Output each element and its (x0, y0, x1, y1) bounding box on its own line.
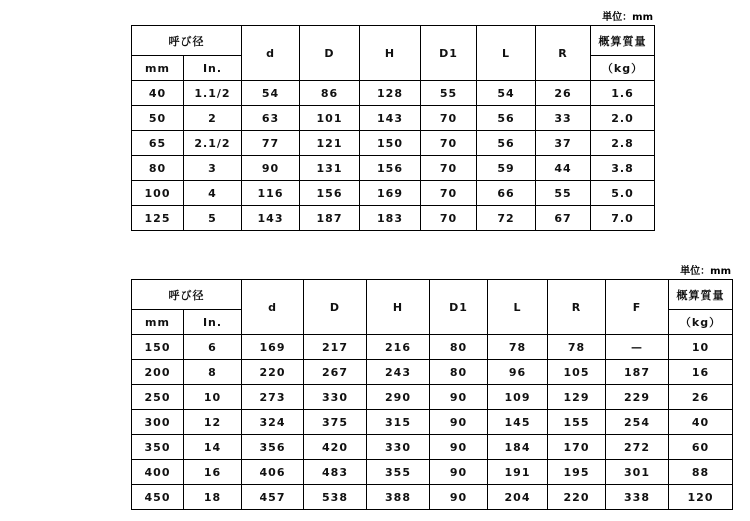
cell-inch: 12 (184, 410, 242, 435)
cell-L: 54 (477, 81, 536, 106)
cell-mm: 400 (132, 460, 184, 485)
table-2-section (131, 262, 733, 510)
cell-D1: 90 (430, 410, 488, 435)
cell-inch: 14 (184, 435, 242, 460)
cell-D1: 80 (430, 335, 488, 360)
cell-D1: 80 (430, 360, 488, 385)
header-D1: D1 (430, 280, 488, 335)
cell-H: 290 (367, 385, 430, 410)
cell-L: 59 (477, 156, 536, 181)
cell-inch: 8 (184, 360, 242, 385)
cell-mm: 80 (132, 156, 184, 181)
cell-D1: 70 (421, 131, 477, 156)
header-L: L (488, 280, 548, 335)
cell-mass: 1.6 (591, 81, 655, 106)
cell-H: 156 (360, 156, 421, 181)
cell-mm: 300 (132, 410, 184, 435)
cell-F: — (606, 335, 669, 360)
cell-H: 128 (360, 81, 421, 106)
cell-mass: 2.8 (591, 131, 655, 156)
cell-R: 155 (548, 410, 606, 435)
cell-mm: 40 (132, 81, 184, 106)
cell-d: 273 (242, 385, 304, 410)
cell-d: 457 (242, 485, 304, 510)
cell-L: 56 (477, 131, 536, 156)
cell-d: 77 (242, 131, 300, 156)
header-d: d (242, 280, 304, 335)
cell-D1: 90 (430, 460, 488, 485)
header-mm: mm (132, 56, 184, 81)
header-H: H (360, 26, 421, 81)
table-row (132, 435, 733, 460)
cell-inch: 16 (184, 460, 242, 485)
cell-L: 145 (488, 410, 548, 435)
cell-H: 183 (360, 206, 421, 231)
cell-inch: 4 (184, 181, 242, 206)
cell-H: 143 (360, 106, 421, 131)
header-nominal-diameter: 呼び径 (132, 280, 242, 310)
cell-d: 406 (242, 460, 304, 485)
header-kg: （kg） (669, 310, 733, 335)
cell-R: 170 (548, 435, 606, 460)
cell-d: 356 (242, 435, 304, 460)
cell-H: 243 (367, 360, 430, 385)
cell-D: 267 (304, 360, 367, 385)
table-row (132, 410, 733, 435)
cell-F: 338 (606, 485, 669, 510)
header-inch: In. (184, 56, 242, 81)
cell-inch: 18 (184, 485, 242, 510)
cell-D: 187 (300, 206, 360, 231)
cell-inch: 1.1/2 (184, 81, 242, 106)
cell-L: 96 (488, 360, 548, 385)
cell-L: 66 (477, 181, 536, 206)
cell-mm: 200 (132, 360, 184, 385)
unit-note-2: 単位：mm (680, 266, 731, 277)
cell-D: 375 (304, 410, 367, 435)
cell-L: 78 (488, 335, 548, 360)
table-row (132, 156, 655, 181)
cell-inch: 10 (184, 385, 242, 410)
cell-mass: 7.0 (591, 206, 655, 231)
table-row (132, 181, 655, 206)
cell-mass: 88 (669, 460, 733, 485)
table-row (132, 206, 655, 231)
cell-mm: 350 (132, 435, 184, 460)
cell-R: 55 (536, 181, 591, 206)
cell-R: 129 (548, 385, 606, 410)
cell-D: 483 (304, 460, 367, 485)
cell-L: 204 (488, 485, 548, 510)
cell-D: 101 (300, 106, 360, 131)
cell-L: 72 (477, 206, 536, 231)
cell-mm: 50 (132, 106, 184, 131)
cell-mm: 150 (132, 335, 184, 360)
cell-mm: 450 (132, 485, 184, 510)
table-row (132, 131, 655, 156)
cell-mm: 250 (132, 385, 184, 410)
cell-D: 156 (300, 181, 360, 206)
cell-F: 254 (606, 410, 669, 435)
cell-L: 184 (488, 435, 548, 460)
header-inch: In. (184, 310, 242, 335)
cell-d: 54 (242, 81, 300, 106)
table-header-group-row (132, 280, 733, 310)
cell-H: 315 (367, 410, 430, 435)
cell-H: 169 (360, 181, 421, 206)
cell-D1: 90 (430, 385, 488, 410)
cell-F: 301 (606, 460, 669, 485)
table-row (132, 81, 655, 106)
cell-D: 86 (300, 81, 360, 106)
cell-H: 388 (367, 485, 430, 510)
cell-d: 143 (242, 206, 300, 231)
unit-note-1: 単位：mm (602, 12, 653, 23)
header-approx-mass: 概算質量 (591, 26, 655, 56)
cell-D: 131 (300, 156, 360, 181)
cell-D: 538 (304, 485, 367, 510)
cell-mass: 5.0 (591, 181, 655, 206)
cell-mass: 2.0 (591, 106, 655, 131)
cell-R: 195 (548, 460, 606, 485)
table-row (132, 360, 733, 385)
cell-D: 420 (304, 435, 367, 460)
cell-R: 67 (536, 206, 591, 231)
header-H: H (367, 280, 430, 335)
cell-inch: 3 (184, 156, 242, 181)
dimension-table-large (131, 279, 733, 510)
cell-D: 121 (300, 131, 360, 156)
cell-R: 44 (536, 156, 591, 181)
cell-L: 56 (477, 106, 536, 131)
dimension-table-small (131, 25, 655, 231)
cell-d: 324 (242, 410, 304, 435)
cell-F: 229 (606, 385, 669, 410)
cell-mass: 16 (669, 360, 733, 385)
table-row (132, 485, 733, 510)
cell-mass: 10 (669, 335, 733, 360)
cell-R: 105 (548, 360, 606, 385)
cell-R: 220 (548, 485, 606, 510)
header-R: R (548, 280, 606, 335)
table-row (132, 460, 733, 485)
cell-R: 78 (548, 335, 606, 360)
cell-D1: 70 (421, 156, 477, 181)
cell-D: 217 (304, 335, 367, 360)
cell-D: 330 (304, 385, 367, 410)
cell-mass: 26 (669, 385, 733, 410)
cell-L: 191 (488, 460, 548, 485)
cell-H: 355 (367, 460, 430, 485)
cell-D1: 90 (430, 435, 488, 460)
cell-R: 33 (536, 106, 591, 131)
cell-D1: 70 (421, 181, 477, 206)
cell-mass: 3.8 (591, 156, 655, 181)
cell-D1: 70 (421, 106, 477, 131)
cell-mm: 65 (132, 131, 184, 156)
cell-mass: 120 (669, 485, 733, 510)
cell-inch: 2.1/2 (184, 131, 242, 156)
cell-inch: 2 (184, 106, 242, 131)
cell-d: 63 (242, 106, 300, 131)
cell-F: 272 (606, 435, 669, 460)
cell-H: 150 (360, 131, 421, 156)
header-approx-mass: 概算質量 (669, 280, 733, 310)
table-body-large (132, 335, 733, 510)
table-row (132, 335, 733, 360)
cell-D1: 55 (421, 81, 477, 106)
cell-d: 169 (242, 335, 304, 360)
cell-L: 109 (488, 385, 548, 410)
cell-R: 37 (536, 131, 591, 156)
table-row (132, 106, 655, 131)
table-row (132, 385, 733, 410)
cell-D1: 90 (430, 485, 488, 510)
header-D: D (300, 26, 360, 81)
cell-mass: 40 (669, 410, 733, 435)
cell-d: 116 (242, 181, 300, 206)
header-nominal-diameter: 呼び径 (132, 26, 242, 56)
header-F: F (606, 280, 669, 335)
table-body-small (132, 81, 655, 231)
header-mm: mm (132, 310, 184, 335)
cell-d: 90 (242, 156, 300, 181)
cell-mm: 100 (132, 181, 184, 206)
cell-inch: 6 (184, 335, 242, 360)
header-d: d (242, 26, 300, 81)
header-R: R (536, 26, 591, 81)
header-L: L (477, 26, 536, 81)
table-header-group-row (132, 26, 655, 56)
table-1-section (131, 8, 655, 231)
cell-H: 216 (367, 335, 430, 360)
cell-H: 330 (367, 435, 430, 460)
header-kg: （kg） (591, 56, 655, 81)
cell-R: 26 (536, 81, 591, 106)
cell-D1: 70 (421, 206, 477, 231)
cell-F: 187 (606, 360, 669, 385)
cell-inch: 5 (184, 206, 242, 231)
header-D1: D1 (421, 26, 477, 81)
cell-d: 220 (242, 360, 304, 385)
cell-mm: 125 (132, 206, 184, 231)
cell-mass: 60 (669, 435, 733, 460)
header-D: D (304, 280, 367, 335)
